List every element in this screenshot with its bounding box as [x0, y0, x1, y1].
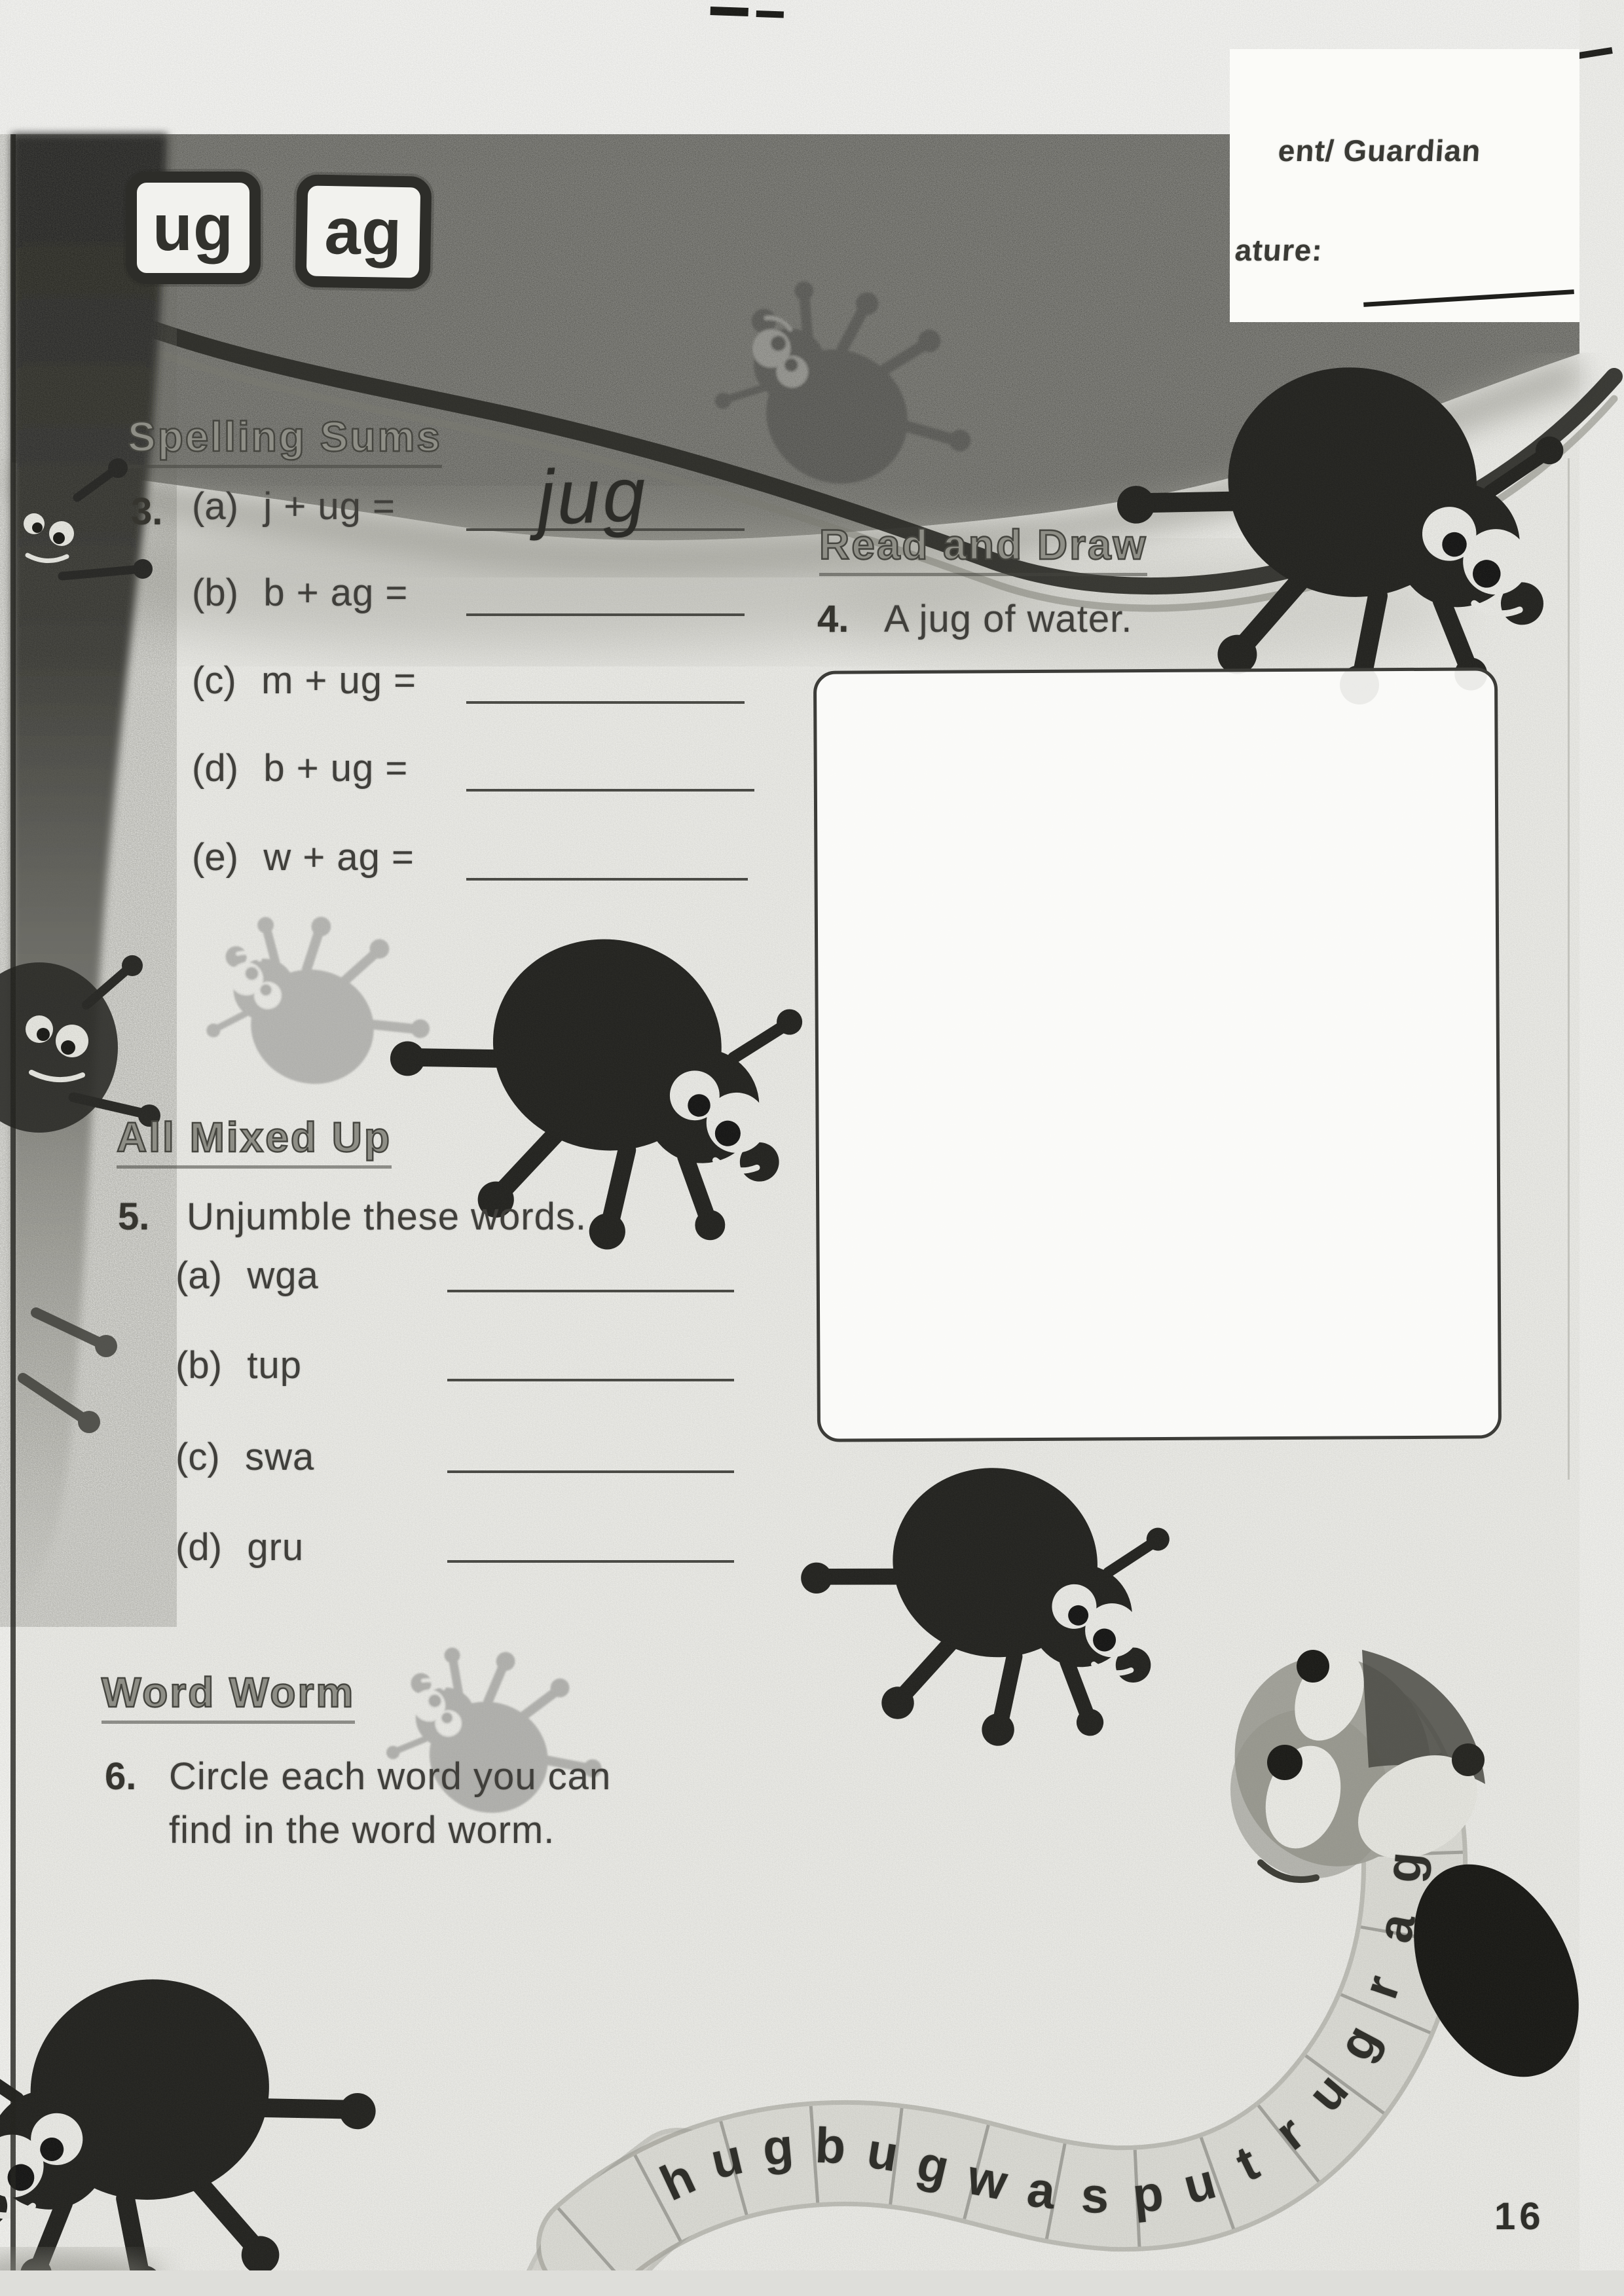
- item-expression: m + ug =: [261, 659, 417, 702]
- item-letter: (d): [192, 747, 238, 790]
- item-letter: (c): [175, 1436, 220, 1478]
- worm-letter: h: [652, 2148, 704, 2212]
- worm-letter: a: [1024, 2161, 1058, 2220]
- read-draw-prompt: A jug of water.: [884, 598, 1133, 640]
- question-number: 6.: [105, 1755, 137, 1798]
- section-title-word-worm: Word Worm: [101, 1668, 355, 1724]
- question-number: 3.: [131, 490, 163, 533]
- item-expression: b + ug =: [263, 747, 409, 790]
- jumbled-word: wga: [247, 1254, 319, 1297]
- worm-letter: r: [1265, 2105, 1315, 2161]
- jumbled-word: tup: [247, 1344, 302, 1387]
- worm-letter: u: [705, 2128, 748, 2190]
- worm-letter: b: [814, 2117, 847, 2175]
- worm-letter: r: [1352, 1969, 1411, 2005]
- item-letter: (b): [175, 1344, 222, 1387]
- worm-letter: w: [963, 2149, 1012, 2212]
- phonics-tag-label: ag: [323, 194, 403, 269]
- phonics-tag-label: ug: [152, 191, 234, 264]
- worm-letter: u: [863, 2123, 902, 2183]
- mixed-up-prompt: Unjumble these words.: [187, 1195, 587, 1238]
- word-worm-prompt-line1: Circle each word you can: [169, 1755, 612, 1798]
- section-title-spelling-sums: Spelling Sums: [128, 412, 442, 468]
- question-number: 4.: [817, 598, 849, 640]
- item-letter: (a): [175, 1254, 222, 1297]
- section-title-read-and-draw: Read and Draw: [819, 520, 1147, 576]
- worm-letter: g: [912, 2135, 955, 2196]
- question-number: 5.: [118, 1195, 150, 1238]
- word-worm-prompt-line2: find in the word worm.: [169, 1809, 555, 1851]
- item-letter: (d): [175, 1526, 222, 1569]
- section-title-all-mixed-up: All Mixed Up: [117, 1113, 392, 1169]
- item-letter: (b): [192, 572, 238, 614]
- jumbled-word: gru: [247, 1526, 304, 1569]
- signature-line1: ent/ Guardian: [1277, 134, 1483, 168]
- worm-letter: g: [760, 2118, 796, 2177]
- item-letter: (a): [192, 485, 238, 528]
- worm-letter: s: [1080, 2168, 1109, 2224]
- worm-letter: a: [1366, 1909, 1426, 1947]
- worm-letter: g: [1375, 1850, 1433, 1885]
- page-number: 16: [1494, 2195, 1545, 2238]
- item-expression: b + ag =: [263, 572, 409, 614]
- item-expression: w + ag =: [263, 836, 415, 879]
- worm-letter: p: [1130, 2165, 1166, 2224]
- item-letter: (e): [192, 836, 238, 879]
- scan-bottom-margin: [0, 2270, 1624, 2296]
- item-letter: (c): [192, 659, 236, 702]
- worm-letter: u: [1297, 2062, 1359, 2123]
- item-expression: j + ug =: [263, 485, 396, 528]
- signature-line2: ature:: [1234, 233, 1324, 267]
- handwritten-answer: jug: [535, 451, 650, 541]
- worm-letter: g: [1327, 2016, 1391, 2069]
- jumbled-word: swa: [245, 1436, 315, 1478]
- worm-letter: u: [1177, 2153, 1222, 2215]
- worm-letter: t: [1227, 2135, 1268, 2193]
